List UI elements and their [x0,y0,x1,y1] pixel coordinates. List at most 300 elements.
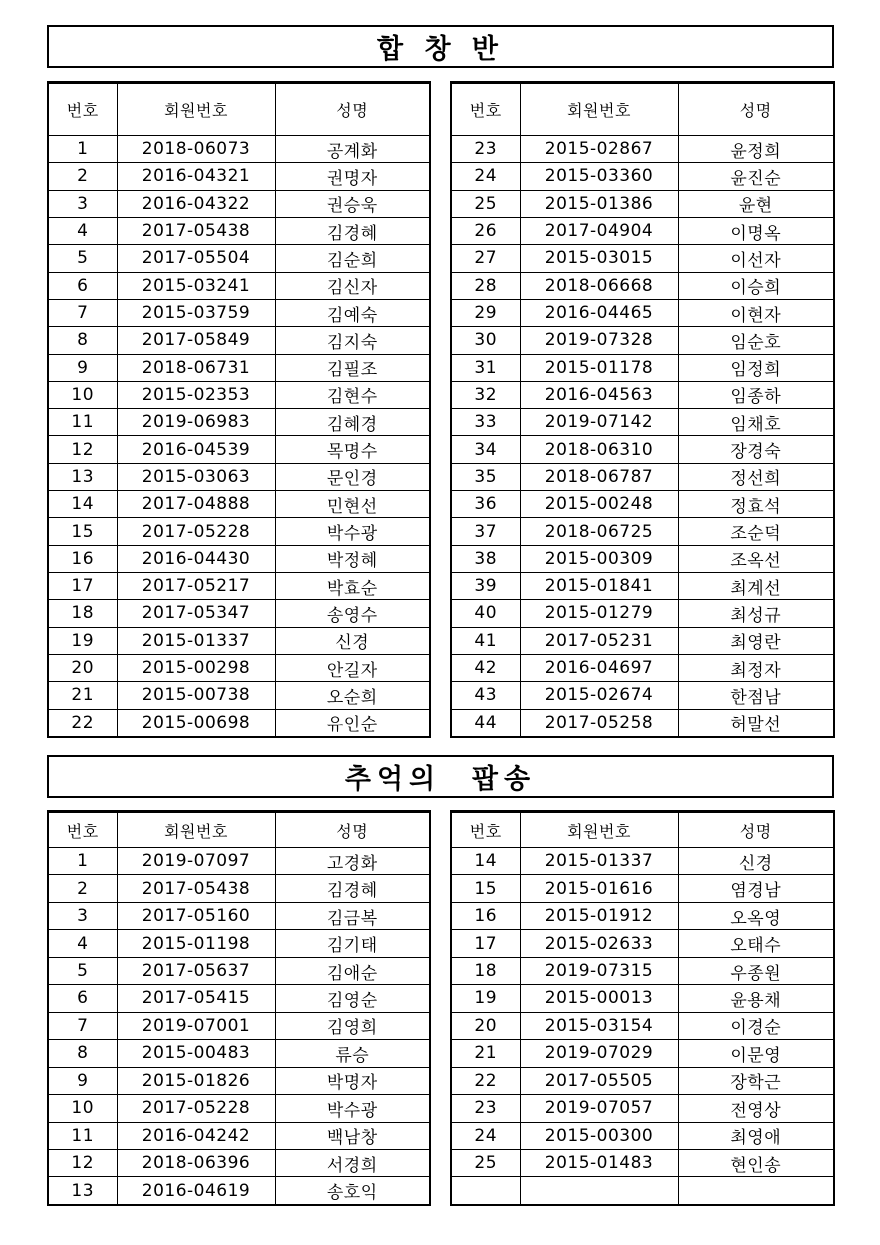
table-row [49,381,429,408]
table-row [452,491,833,518]
row-number: 3 [49,190,117,217]
member-name: 허말선 [678,709,833,736]
member-name: 현인송 [678,1149,833,1176]
table-row [49,436,429,463]
member-id: 2016-04619 [117,1177,275,1204]
member-name: 최계선 [678,573,833,600]
header-member-id: 회원번호 [117,813,275,848]
member-id: 2015-03759 [117,299,275,326]
row-number: 20 [452,1012,520,1039]
member-name: 임정희 [678,354,833,381]
member-name: 이명옥 [678,217,833,244]
member-id: 2017-05504 [117,245,275,272]
header-member-id: 회원번호 [117,84,275,136]
table-row [452,709,833,736]
row-number: 9 [49,1067,117,1094]
member-name: 한점남 [678,682,833,709]
row-number: 7 [49,1012,117,1039]
member-id: 2015-01337 [520,848,678,875]
member-name: 류승 [275,1040,429,1067]
table-row [49,217,429,244]
member-name: 오태수 [678,930,833,957]
table-header-row [452,813,833,848]
table-row [452,985,833,1012]
row-number: 32 [452,381,520,408]
row-number: 20 [49,654,117,681]
table-row [452,627,833,654]
member-name: 서경희 [275,1149,429,1176]
member-id: 2019-07328 [520,327,678,354]
header-number: 번호 [49,84,117,136]
member-id: 2015-01616 [520,875,678,902]
table-row [49,902,429,929]
member-id: 2017-05849 [117,327,275,354]
header-number: 번호 [452,813,520,848]
member-name: 우종원 [678,957,833,984]
member-id: 2015-03063 [117,463,275,490]
table-row [49,463,429,490]
member-name: 윤현 [678,190,833,217]
table-row [452,299,833,326]
member-name: 유인순 [275,709,429,736]
row-number: 18 [452,957,520,984]
member-id: 2017-04888 [117,491,275,518]
table-row [49,1122,429,1149]
member-table-left [47,810,431,1206]
table-row [49,1040,429,1067]
row-number: 28 [452,272,520,299]
table-row [452,1067,833,1094]
member-id: 2015-03241 [117,272,275,299]
member-name: 염경남 [678,875,833,902]
member-id: 2015-01279 [520,600,678,627]
table-row [452,1040,833,1067]
member-name: 목명수 [275,436,429,463]
member-name: 오옥영 [678,902,833,929]
member-name: 김영희 [275,1012,429,1039]
member-name: 이경순 [678,1012,833,1039]
header-member-id: 회원번호 [520,84,678,136]
member-name: 김금복 [275,902,429,929]
member-name: 이선자 [678,245,833,272]
member-name: 최영애 [678,1122,833,1149]
member-name: 최성규 [678,600,833,627]
member-name: 조옥선 [678,545,833,572]
member-id: 2019-06983 [117,409,275,436]
member-id: 2019-07057 [520,1095,678,1122]
member-name: 오순희 [275,682,429,709]
table-row [49,1012,429,1039]
row-number: 12 [49,1149,117,1176]
table-row [49,600,429,627]
row-number: 17 [49,573,117,600]
table-row [452,463,833,490]
table-row [452,1177,833,1204]
table-row [452,600,833,627]
table-row [452,136,833,163]
table-row [49,654,429,681]
member-id: 2015-00300 [520,1122,678,1149]
member-name: 박수광 [275,1095,429,1122]
member-id: 2017-05228 [117,518,275,545]
member-id: 2019-07315 [520,957,678,984]
row-number: 13 [49,463,117,490]
section-title-pop [47,755,834,798]
row-number: 5 [49,245,117,272]
table-row [452,875,833,902]
row-number: 42 [452,654,520,681]
table-row [452,245,833,272]
member-id: 2015-03360 [520,163,678,190]
row-number: 24 [452,1122,520,1149]
member-id: 2017-05438 [117,217,275,244]
table-header-row [49,84,429,136]
table-row [49,985,429,1012]
row-number: 26 [452,217,520,244]
table-row [49,573,429,600]
member-name: 송호익 [275,1177,429,1204]
member-name: 조순덕 [678,518,833,545]
row-number: 2 [49,163,117,190]
table-row [49,272,429,299]
row-number: 21 [452,1040,520,1067]
member-name: 장경숙 [678,436,833,463]
member-list-table [49,83,429,736]
row-number: 18 [49,600,117,627]
member-id: 2019-07142 [520,409,678,436]
member-list-table [452,812,833,1204]
member-id: 2015-01178 [520,354,678,381]
member-id: 2015-00013 [520,985,678,1012]
table-row [49,545,429,572]
header-number: 번호 [49,813,117,848]
row-number: 8 [49,1040,117,1067]
table-row [452,272,833,299]
row-number: 7 [49,299,117,326]
row-number: 2 [49,875,117,902]
table-row [49,163,429,190]
table-row [49,518,429,545]
header-number: 번호 [452,84,520,136]
member-id: 2017-05347 [117,600,275,627]
member-id: 2019-07029 [520,1040,678,1067]
table-row [49,1095,429,1122]
table-row [452,327,833,354]
member-id: 2017-05505 [520,1067,678,1094]
row-number: 36 [452,491,520,518]
table-row [49,299,429,326]
member-name: 윤정희 [678,136,833,163]
table-row [452,190,833,217]
member-name: 김순희 [275,245,429,272]
row-number: 39 [452,573,520,600]
row-number: 15 [452,875,520,902]
member-name: 김현수 [275,381,429,408]
row-number: 16 [452,902,520,929]
table-row [49,245,429,272]
row-number: 22 [452,1067,520,1094]
member-id: 2015-02353 [117,381,275,408]
member-name: 정선희 [678,463,833,490]
row-number: 11 [49,1122,117,1149]
header-name: 성명 [275,813,429,848]
member-id: 2015-01198 [117,930,275,957]
member-id: 2015-01826 [117,1067,275,1094]
member-id: 2017-05415 [117,985,275,1012]
table-row [49,848,429,875]
member-id: 2018-06396 [117,1149,275,1176]
table-row [49,957,429,984]
table-row [49,190,429,217]
member-id: 2015-03015 [520,245,678,272]
member-table-right [450,81,835,738]
member-name: 임종하 [678,381,833,408]
table-row [49,1067,429,1094]
row-number: 38 [452,545,520,572]
table-row [49,930,429,957]
member-name: 전영상 [678,1095,833,1122]
header-name: 성명 [678,813,833,848]
row-number: 23 [452,1095,520,1122]
member-name: 이승희 [678,272,833,299]
member-id: 2018-06310 [520,436,678,463]
table-row [49,1149,429,1176]
member-id: 2015-00698 [117,709,275,736]
row-number: 3 [49,902,117,929]
row-number: 14 [452,848,520,875]
member-id: 2018-06668 [520,272,678,299]
row-number: 43 [452,682,520,709]
member-id: 2017-05438 [117,875,275,902]
member-id: 2018-06073 [117,136,275,163]
member-id: 2016-04321 [117,163,275,190]
member-name: 박수광 [275,518,429,545]
member-name: 권승욱 [275,190,429,217]
table-row [452,957,833,984]
table-row [452,217,833,244]
row-number: 1 [49,848,117,875]
row-number: 4 [49,217,117,244]
table-row [452,545,833,572]
member-id: 2016-04430 [117,545,275,572]
member-name: 김혜경 [275,409,429,436]
member-name: 김지숙 [275,327,429,354]
table-row [49,491,429,518]
table-row [452,682,833,709]
member-id: 2015-00483 [117,1040,275,1067]
table-row [49,136,429,163]
member-id: 2015-00309 [520,545,678,572]
member-id: 2015-02674 [520,682,678,709]
table-row [49,354,429,381]
row-number: 19 [452,985,520,1012]
member-name: 공계화 [275,136,429,163]
member-id: 2015-02633 [520,930,678,957]
row-number: 4 [49,930,117,957]
member-id: 2017-04904 [520,217,678,244]
table-header-row [49,813,429,848]
member-id: 2016-04465 [520,299,678,326]
member-name: 안길자 [275,654,429,681]
table-row [49,1177,429,1204]
row-number: 19 [49,627,117,654]
header-name: 성명 [275,84,429,136]
row-number: 21 [49,682,117,709]
row-number: 6 [49,272,117,299]
row-number: 22 [49,709,117,736]
row-number: 37 [452,518,520,545]
member-id: 2019-07001 [117,1012,275,1039]
table-header-row [452,84,833,136]
member-name: 김영순 [275,985,429,1012]
table-row [49,409,429,436]
row-number: 8 [49,327,117,354]
table-row [49,709,429,736]
table-row [452,930,833,957]
member-name: 민현선 [275,491,429,518]
member-name: 김신자 [275,272,429,299]
member-id: 2015-00738 [117,682,275,709]
member-name [678,1177,833,1204]
member-id: 2018-06725 [520,518,678,545]
row-number: 17 [452,930,520,957]
table-row [452,1095,833,1122]
member-name: 김경혜 [275,217,429,244]
member-table-left [47,81,431,738]
member-id [520,1177,678,1204]
member-id: 2015-01912 [520,902,678,929]
member-name: 이현자 [678,299,833,326]
section-title-text: 합 창 반 [376,34,505,65]
row-number: 27 [452,245,520,272]
member-list-table [452,83,833,736]
member-name: 윤용채 [678,985,833,1012]
member-id: 2017-05231 [520,627,678,654]
member-id: 2017-05160 [117,902,275,929]
member-name: 문인경 [275,463,429,490]
table-row [49,875,429,902]
table-row [49,627,429,654]
row-number: 40 [452,600,520,627]
table-row [452,409,833,436]
row-number: 16 [49,545,117,572]
member-name: 윤진순 [678,163,833,190]
row-number: 15 [49,518,117,545]
member-name: 고경화 [275,848,429,875]
member-name: 박효순 [275,573,429,600]
table-row [452,436,833,463]
row-number: 29 [452,299,520,326]
row-number: 25 [452,190,520,217]
member-name: 임순호 [678,327,833,354]
row-number: 9 [49,354,117,381]
member-id: 2017-05228 [117,1095,275,1122]
row-number [452,1177,520,1204]
member-name: 김경혜 [275,875,429,902]
member-id: 2019-07097 [117,848,275,875]
table-row [452,163,833,190]
member-id: 2016-04539 [117,436,275,463]
member-name: 신경 [678,848,833,875]
member-id: 2015-00298 [117,654,275,681]
member-id: 2016-04563 [520,381,678,408]
table-row [452,573,833,600]
member-id: 2016-04697 [520,654,678,681]
section-title-choir [47,25,834,68]
member-id: 2018-06787 [520,463,678,490]
member-id: 2016-04322 [117,190,275,217]
header-name: 성명 [678,84,833,136]
member-name: 김애순 [275,957,429,984]
row-number: 6 [49,985,117,1012]
table-row [49,327,429,354]
member-name: 송영수 [275,600,429,627]
row-number: 24 [452,163,520,190]
member-id: 2015-01386 [520,190,678,217]
row-number: 35 [452,463,520,490]
row-number: 13 [49,1177,117,1204]
table-row [452,654,833,681]
row-number: 23 [452,136,520,163]
member-id: 2017-05258 [520,709,678,736]
member-name: 최정자 [678,654,833,681]
member-id: 2015-01483 [520,1149,678,1176]
row-number: 14 [49,491,117,518]
member-name: 신경 [275,627,429,654]
row-number: 33 [452,409,520,436]
row-number: 34 [452,436,520,463]
member-name: 백남창 [275,1122,429,1149]
member-table-right [450,810,835,1206]
table-row [452,354,833,381]
row-number: 12 [49,436,117,463]
table-row [452,848,833,875]
member-name: 장학근 [678,1067,833,1094]
member-name: 최영란 [678,627,833,654]
member-id: 2015-02867 [520,136,678,163]
row-number: 11 [49,409,117,436]
member-id: 2016-04242 [117,1122,275,1149]
member-name: 이문영 [678,1040,833,1067]
table-row [452,518,833,545]
row-number: 31 [452,354,520,381]
table-row [452,1012,833,1039]
member-name: 박정혜 [275,545,429,572]
section-title-text: 추억의 팝송 [344,764,537,795]
member-id: 2015-01841 [520,573,678,600]
row-number: 1 [49,136,117,163]
member-id: 2015-01337 [117,627,275,654]
member-name: 임채호 [678,409,833,436]
row-number: 10 [49,1095,117,1122]
row-number: 25 [452,1149,520,1176]
row-number: 5 [49,957,117,984]
row-number: 44 [452,709,520,736]
member-name: 권명자 [275,163,429,190]
member-name: 박명자 [275,1067,429,1094]
table-row [452,381,833,408]
member-list-table [49,812,429,1204]
member-id: 2018-06731 [117,354,275,381]
member-id: 2017-05217 [117,573,275,600]
row-number: 10 [49,381,117,408]
member-id: 2015-00248 [520,491,678,518]
member-id: 2015-03154 [520,1012,678,1039]
row-number: 41 [452,627,520,654]
table-row [452,902,833,929]
member-id: 2017-05637 [117,957,275,984]
member-name: 김기태 [275,930,429,957]
